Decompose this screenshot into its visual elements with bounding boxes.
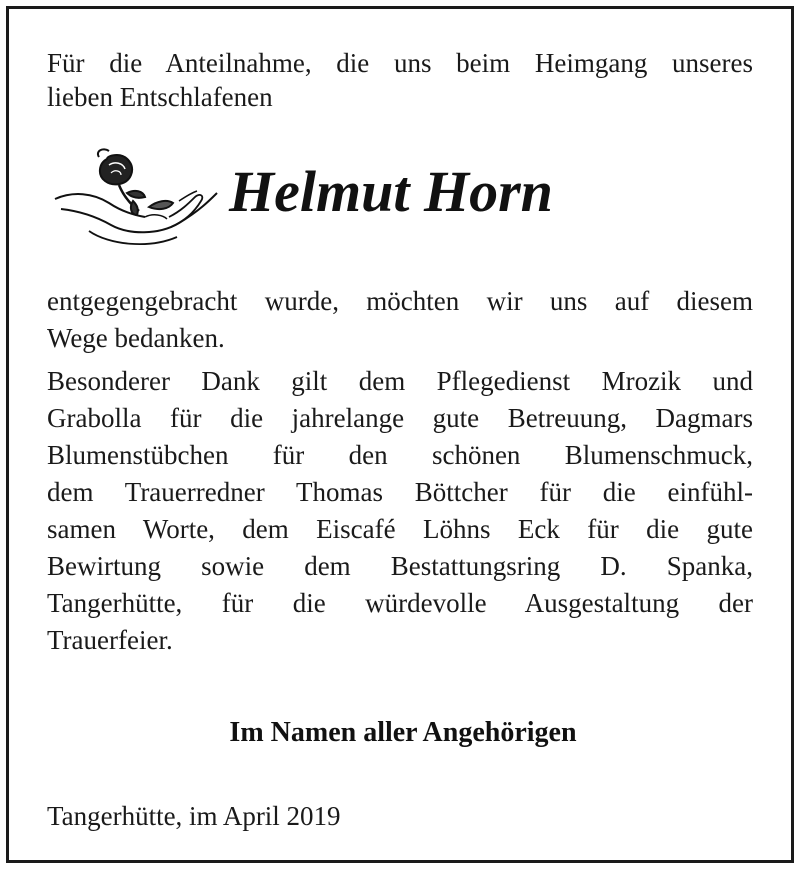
intro-text bbox=[47, 46, 753, 114]
notice-frame bbox=[6, 6, 794, 863]
body-paragraph-1 bbox=[47, 284, 753, 358]
body2-line: Bewirtung sowie dem Bestattungsring D. Spanka, bbox=[47, 551, 753, 581]
body2-line: samen Worte, dem Eiscafé Löhns Eck für die gute bbox=[47, 514, 753, 544]
place-date: Tangerhütte, im April 2019 bbox=[47, 801, 341, 831]
hands-holding-rose-icon bbox=[49, 141, 249, 251]
signature: Im Namen aller Angehörigen bbox=[229, 717, 577, 748]
body-paragraph-2 bbox=[47, 364, 753, 660]
body1-line-2: Wege bedanken. bbox=[47, 323, 225, 353]
body2-line: Grabolla für die jahrelange gute Betreuung, Dagmars bbox=[47, 403, 753, 433]
intro-line-1: Für die Anteilnahme, die uns beim Heimgang unseres bbox=[47, 48, 753, 78]
body2-line: dem Trauerredner Thomas Böttcher für die einfühl- bbox=[47, 477, 753, 507]
name-row bbox=[169, 136, 709, 246]
body2-line: Blumenstübchen für den schönen Blumenschmuck, bbox=[47, 440, 753, 470]
body2-line: Trauerfeier. bbox=[47, 625, 173, 655]
body2-line: Besonderer Dank gilt dem Pflegedienst Mrozik und bbox=[47, 366, 753, 396]
intro-line-2: lieben Entschlafenen bbox=[47, 82, 273, 112]
body2-line: Tangerhütte, für die würdevolle Ausgestaltung der bbox=[47, 588, 753, 618]
deceased-name: Helmut Horn bbox=[229, 159, 553, 224]
body1-line-1: entgegengebracht wurde, möchten wir uns auf diesem bbox=[47, 286, 753, 316]
